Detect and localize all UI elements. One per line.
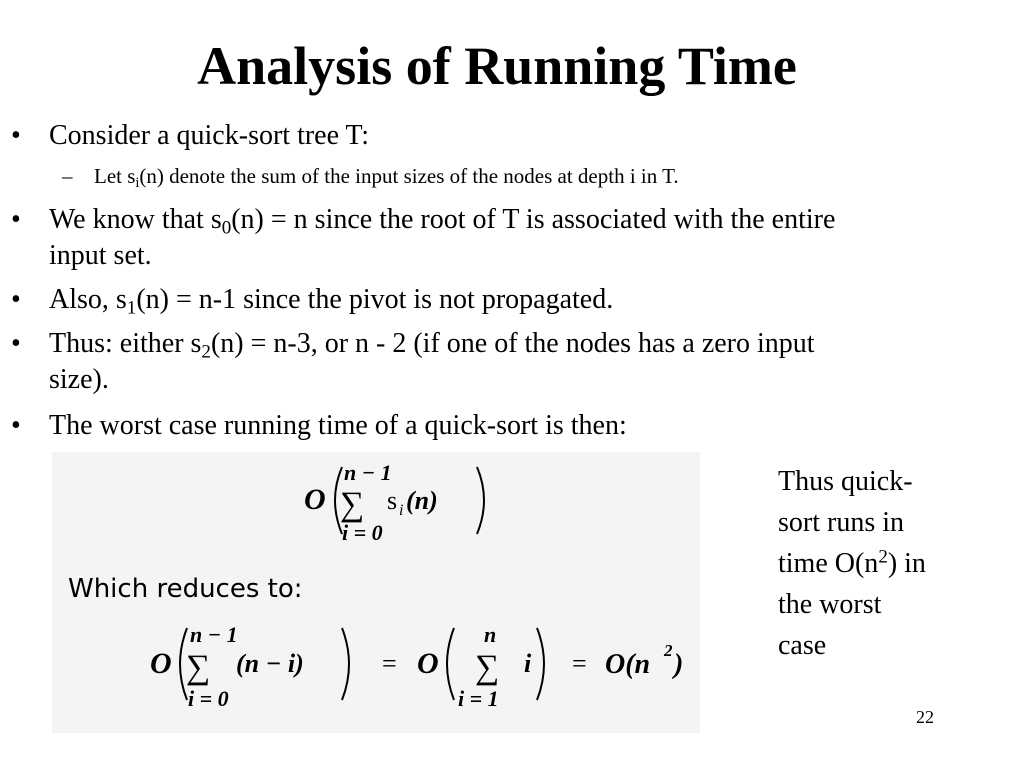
side-note xyxy=(778,461,978,666)
result-close: ) xyxy=(674,649,684,680)
side-note-line: ) in xyxy=(887,548,926,579)
bullet-text: (n) = n since the root of T is associated with the entire xyxy=(231,204,836,235)
subscript: 1 xyxy=(126,297,137,319)
side-note-line: Thus quick- xyxy=(778,466,913,497)
formula-image xyxy=(52,452,700,733)
superscript: 2 xyxy=(878,546,888,568)
bullet-marker: • xyxy=(11,120,21,151)
subscript: 2 xyxy=(201,341,211,363)
big-o-symbol: O xyxy=(304,483,326,516)
sum-upper-limit: n − 1 xyxy=(344,460,392,485)
bullet-consider xyxy=(49,118,1017,154)
bullet-text: Also, s xyxy=(49,284,127,315)
bullet-marker: • xyxy=(11,410,21,441)
bullet-text: We know that s xyxy=(49,204,222,235)
page-number: 22 xyxy=(916,707,934,727)
left-paren xyxy=(447,628,454,700)
sum-lower-limit: i = 0 xyxy=(188,686,229,711)
equals-sign: = xyxy=(382,649,397,678)
side-note-line: sort runs in xyxy=(778,507,904,538)
sum-sign: ∑ xyxy=(340,486,365,523)
subscript: 0 xyxy=(221,217,232,239)
sub-bullet-text: Let s xyxy=(94,164,136,188)
sub-bullet-let xyxy=(94,163,679,189)
sum-sign: ∑ xyxy=(186,649,211,686)
bullet-text: (n) = n-3, or n - 2 (if one of the nodes has a zero input xyxy=(210,328,815,359)
bullet-thus xyxy=(49,326,1017,398)
subscript: i xyxy=(135,174,140,191)
bullet-text: (n) = n-1 since the pivot is not propagated. xyxy=(136,284,614,315)
slide-title: Analysis of Running Time xyxy=(197,36,797,96)
bullet-text: size). xyxy=(49,364,109,395)
side-note-line: the worst xyxy=(778,589,882,620)
sub-bullet-marker: – xyxy=(62,164,73,188)
sum-sign: ∑ xyxy=(475,649,500,686)
bullet-also xyxy=(49,282,1017,318)
side-note-line: time O(n xyxy=(778,548,879,579)
formula-svg xyxy=(52,452,700,733)
right-paren xyxy=(477,467,484,534)
sub-bullet-text: (n) denote the sum of the input sizes of the nodes at depth i in T. xyxy=(139,164,679,188)
right-paren xyxy=(342,628,349,700)
sum-upper-limit: n − 1 xyxy=(190,622,238,647)
big-o-symbol: O xyxy=(150,647,172,680)
result-exponent: 2 xyxy=(664,641,673,660)
right-paren xyxy=(537,628,544,700)
big-o-symbol: O xyxy=(417,647,439,680)
term-s: s xyxy=(387,486,398,515)
which-reduces-label: Which reduces to: xyxy=(68,574,303,604)
term-subscript: i xyxy=(399,502,404,519)
sum-lower-limit: i = 0 xyxy=(342,520,383,545)
bullet-marker: • xyxy=(11,284,21,315)
bullet-we-know xyxy=(49,202,1017,274)
side-note-line: case xyxy=(778,630,827,661)
equals-sign: = xyxy=(572,649,587,678)
bullet-text: input set. xyxy=(49,240,152,271)
result-base: O(n xyxy=(605,649,651,680)
term: (n − i) xyxy=(236,649,304,678)
bullet-marker: • xyxy=(11,204,21,235)
term: i xyxy=(524,649,532,678)
sum-upper-limit: n xyxy=(484,622,497,647)
sum-lower-limit: i = 1 xyxy=(458,686,499,711)
bullet-text: The worst case running time of a quick-sort is then: xyxy=(49,410,627,441)
bullet-marker: • xyxy=(11,328,21,359)
term-arg: (n) xyxy=(406,486,438,515)
bullet-text: Thus: either s xyxy=(49,328,202,359)
bullet-text: Consider a quick-sort tree T: xyxy=(49,120,370,151)
bullet-worst-case xyxy=(49,408,1017,444)
